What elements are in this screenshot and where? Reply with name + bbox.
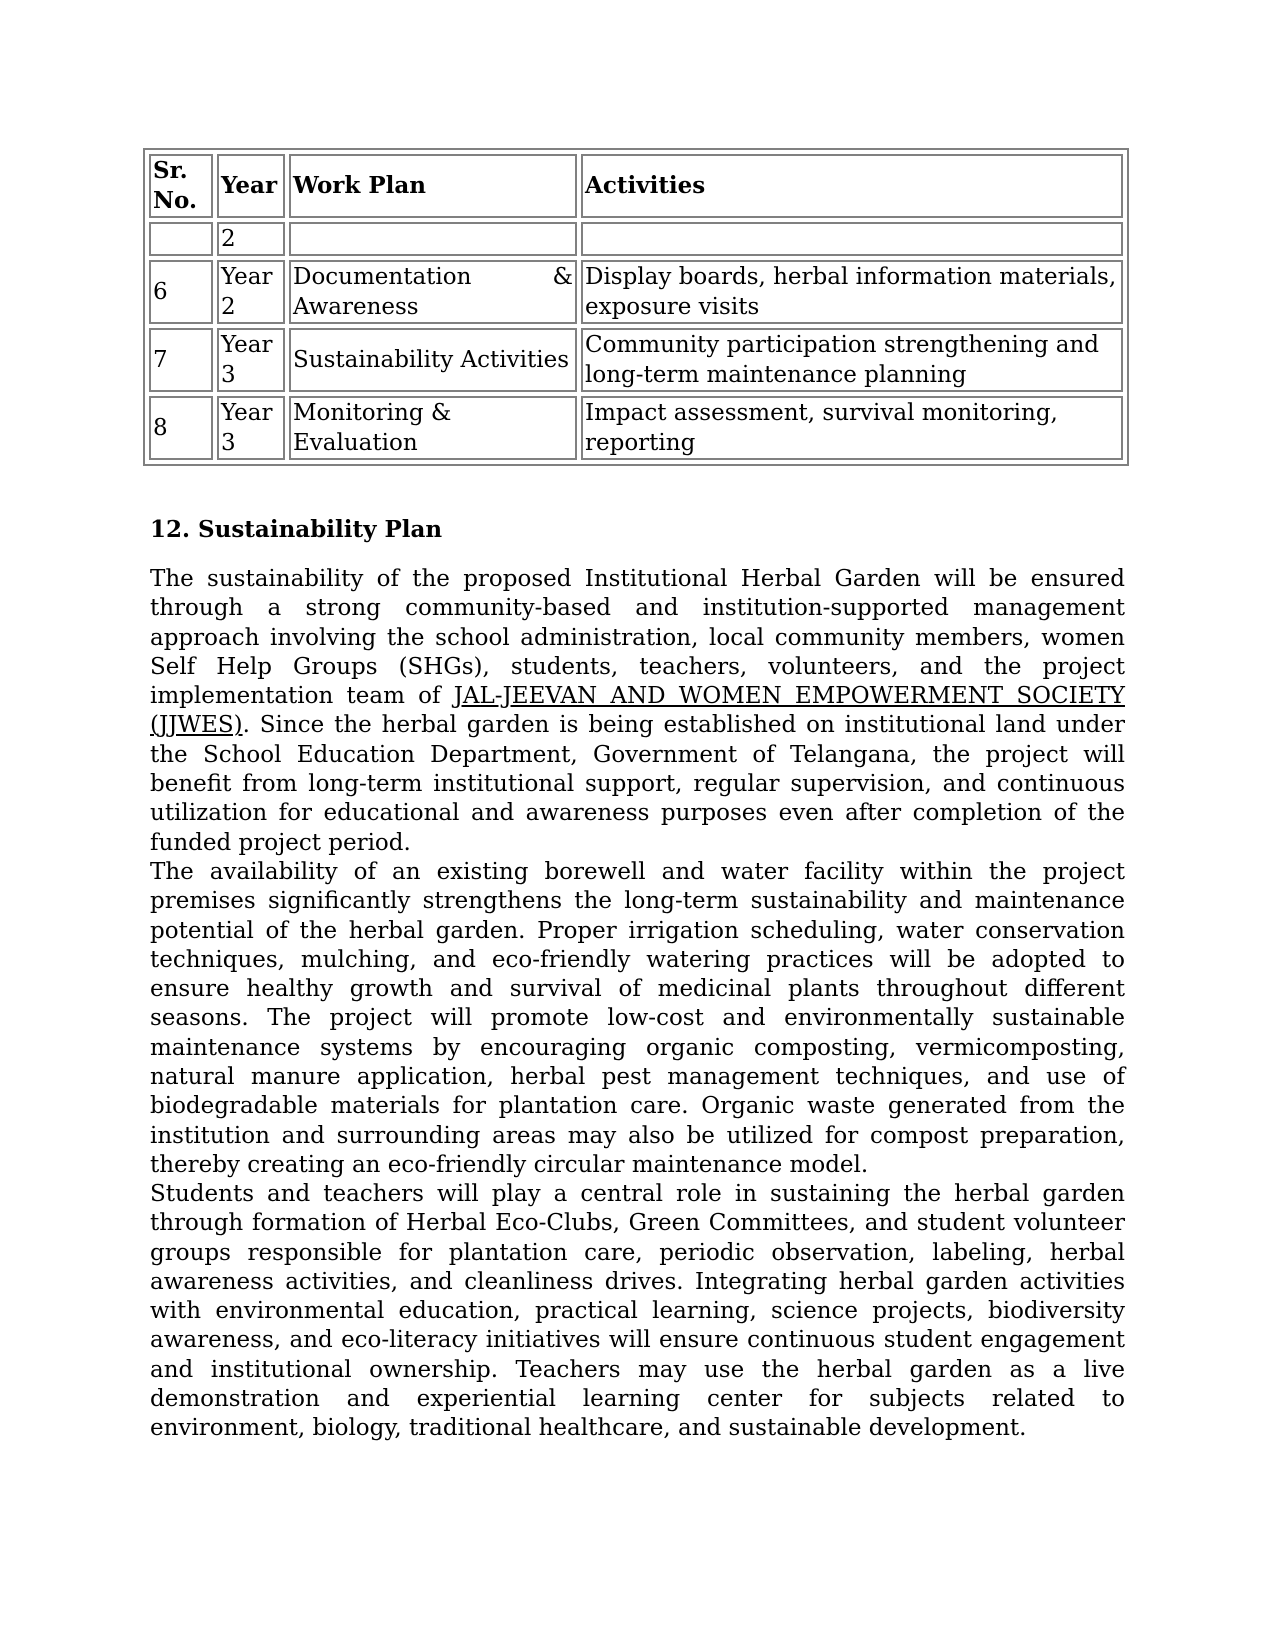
- work-plan-table: [143, 148, 1129, 466]
- table-row: [149, 222, 1123, 256]
- table-row: [149, 260, 1123, 324]
- cell-work-plan: Monitoring & Evaluation: [289, 396, 577, 460]
- cell-year: Year 3: [217, 328, 285, 392]
- work-plan-line-1: [293, 262, 573, 292]
- cell-activities: Display boards, herbal information materials, exposure visits: [581, 260, 1123, 324]
- table-row: [149, 396, 1123, 460]
- header-activities: Activities: [581, 154, 1123, 218]
- cell-activities: Impact assessment, survival monitoring, reporting: [581, 396, 1123, 460]
- work-plan-line-2: Awareness: [293, 294, 419, 320]
- organization-link[interactable]: JAL-JEEVAN AND WOMEN EMPOWERMENT SOCIETY (JJWES): [150, 683, 1125, 739]
- header-sr-no: Sr. No.: [149, 154, 213, 218]
- section-body: [150, 565, 1125, 1442]
- table-header-row: [149, 154, 1123, 218]
- cell-year: Year 3: [217, 396, 285, 460]
- paragraph-text: The sustainability of the proposed Institutional Herbal Garden will be ensured through a strong community-based and institution-supported management approach involving the school administration, local community members, women Self Help Groups (SHGs), students, teachers, volunteers, and the project implementation team of: [150, 566, 1125, 710]
- cell-activities: [581, 222, 1123, 256]
- table-row: [149, 328, 1123, 392]
- cell-work-plan: [289, 222, 577, 256]
- ampersand: &: [552, 264, 573, 290]
- cell-activities: Community participation strengthening and long-term maintenance planning: [581, 328, 1123, 392]
- section-title: 12. Sustainability Plan: [150, 516, 443, 543]
- header-work-plan: Work Plan: [289, 154, 577, 218]
- paragraph-text: . Since the herbal garden is being established on institutional land under the School Education Department, Government of Telangana, the project will benefit from long-term institutional support, regular supervision, and continuous utilization for educational and awareness purposes even after completion of the funded project period.: [150, 712, 1125, 856]
- cell-sr-no: 6: [149, 260, 213, 324]
- cell-work-plan: Sustainability Activities: [289, 328, 577, 392]
- cell-sr-no: [149, 222, 213, 256]
- cell-work-plan: [289, 260, 577, 324]
- cell-year: 2: [217, 222, 285, 256]
- paragraph: Students and teachers will play a central role in sustaining the herbal garden through formation of Herbal Eco-Clubs, Green Committees, and student volunteer groups responsible for plantation care, periodic observation, labeling, herbal awareness activities, and cleanliness drives. Integrating herbal garden activities with environmental education, practical learning, science projects, biodiversity awareness, and eco-literacy initiatives will ensure continuous student engagement and institutional ownership. Teachers may use the herbal garden as a live demonstration and experiential learning center for subjects related to environment, biology, traditional healthcare, and sustainable development.: [150, 1181, 1125, 1442]
- work-plan-text: Documentation: [293, 264, 472, 290]
- cell-sr-no: 8: [149, 396, 213, 460]
- paragraph: The availability of an existing borewell and water facility within the project premises significantly strengthens the long-term sustainability and maintenance potential of the herbal garden. Proper irrigation scheduling, water conservation techniques, mulching, and eco-friendly watering practices will be adopted to ensure healthy growth and survival of medicinal plants throughout different seasons. The project will promote low-cost and environmentally sustainable maintenance systems by encouraging organic composting, vermicomposting, natural manure application, herbal pest management techniques, and use of biodegradable materials for plantation care. Organic waste generated from the institution and surrounding areas may also be utilized for compost preparation, thereby creating an eco-friendly circular maintenance model.: [150, 859, 1125, 1178]
- header-year: Year: [217, 154, 285, 218]
- cell-sr-no: 7: [149, 328, 213, 392]
- cell-year: Year 2: [217, 260, 285, 324]
- paragraph: [150, 565, 1125, 858]
